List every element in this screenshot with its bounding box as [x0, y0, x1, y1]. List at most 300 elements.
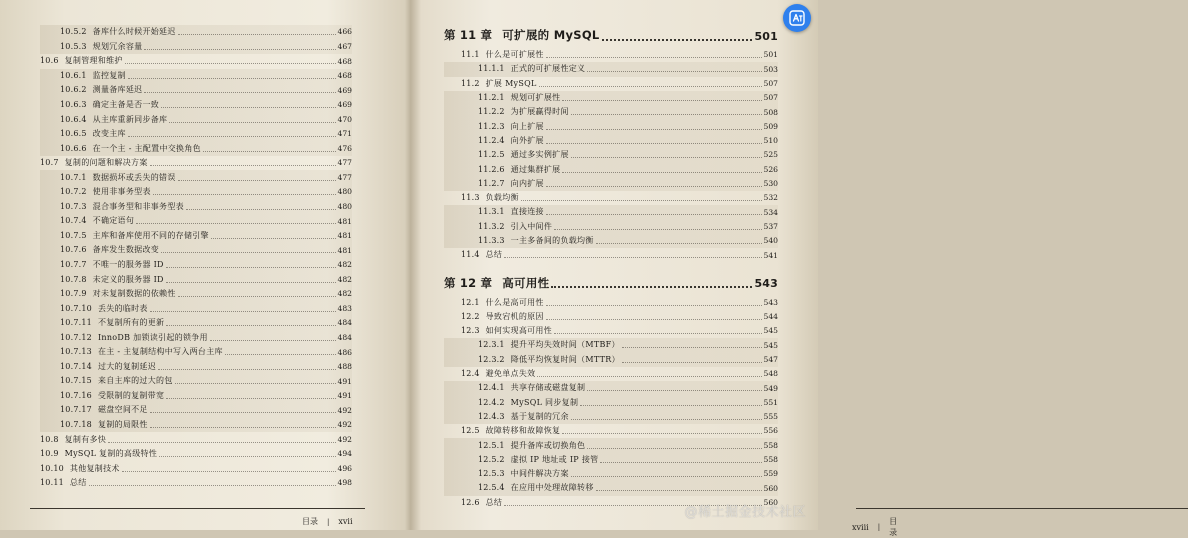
page-number: 558 — [763, 440, 778, 450]
page-number: 526 — [763, 164, 778, 174]
section-title: 总结 — [485, 497, 503, 507]
page-number: 492 — [337, 420, 352, 430]
toc-subsection — [40, 243, 352, 258]
dot-leader — [546, 185, 762, 187]
dot-leader — [144, 48, 335, 50]
dot-leader — [89, 484, 336, 486]
section-title: 其他复制技术 — [69, 463, 120, 473]
chapter-12-heading — [444, 271, 778, 295]
dot-leader — [144, 91, 335, 93]
toc-subsection — [444, 220, 778, 234]
dot-leader — [211, 237, 336, 239]
dot-leader — [587, 70, 761, 72]
dot-leader — [537, 375, 761, 377]
dot-leader — [186, 208, 336, 210]
dot-leader — [161, 106, 335, 108]
page-number: 560 — [763, 497, 778, 507]
section-number: 11.2.7 — [478, 178, 505, 188]
section-number: 12.3.2 — [478, 354, 505, 364]
section-number: 10.6 — [40, 56, 59, 66]
section-title: 规划冗余容量 — [92, 41, 143, 51]
section-title: 过大的复制延迟 — [97, 361, 157, 371]
section-title: 改变主库 — [92, 129, 126, 139]
section-title: MySQL 同步复制 — [510, 397, 579, 407]
dot-leader — [150, 411, 336, 413]
page-number: 496 — [337, 463, 352, 473]
toc-subsection — [444, 467, 778, 481]
left-page — [0, 0, 408, 530]
toc-subsection — [444, 62, 778, 76]
dot-leader — [562, 99, 761, 101]
toc-section — [444, 191, 778, 205]
section-title: 导致宕机的原因 — [485, 311, 544, 321]
dot-leader — [521, 199, 762, 201]
footer-separator: | — [327, 517, 330, 526]
section-number: 10.7.18 — [60, 420, 92, 430]
page-number: 501 — [763, 50, 778, 60]
section-number: 10.7.6 — [60, 245, 87, 255]
toc-subsection — [40, 389, 352, 404]
page-number: 468 — [337, 56, 352, 66]
toc-subsection — [40, 40, 352, 55]
dot-leader — [175, 382, 336, 384]
toc-subsection — [40, 185, 352, 200]
dot-leader — [571, 418, 762, 420]
section-number: 12.2 — [461, 311, 480, 321]
dot-leader — [554, 332, 761, 334]
page-number: 498 — [337, 478, 352, 488]
translate-button[interactable] — [783, 4, 811, 32]
section-title: 测量备库延迟 — [92, 85, 143, 95]
toc-section — [444, 77, 778, 91]
section-title: 虚拟 IP 地址或 IP 接管 — [510, 454, 599, 464]
dot-leader — [562, 432, 761, 434]
dot-leader — [225, 353, 336, 355]
toc-subsection — [40, 330, 352, 345]
dot-leader — [161, 251, 335, 253]
section-title: 什么是高可用性 — [485, 297, 544, 307]
dot-leader — [166, 266, 336, 268]
dot-leader — [166, 281, 336, 283]
section-title: 向内扩展 — [510, 178, 544, 188]
toc-subsection — [444, 353, 778, 367]
section-number: 11.3 — [461, 193, 480, 203]
section-number: 10.6.3 — [60, 100, 87, 109]
dot-leader — [546, 142, 762, 144]
right-page — [412, 0, 898, 537]
dot-leader — [602, 38, 753, 41]
page-number: 483 — [337, 303, 352, 313]
section-number: 10.7.1 — [60, 172, 87, 182]
section-title: 对未复制数据的依赖性 — [92, 289, 176, 299]
section-title: 丢失的临时表 — [97, 303, 148, 313]
chapter-11-heading — [444, 24, 778, 48]
page-number: 559 — [763, 469, 778, 479]
page-number: 543 — [763, 297, 778, 307]
footer-label: 目录 — [302, 517, 318, 526]
dot-leader — [562, 171, 761, 173]
toc-subsection — [444, 105, 778, 119]
page-number: 558 — [763, 455, 778, 465]
page-number: 468 — [337, 71, 352, 81]
page-number: 537 — [763, 221, 778, 231]
toc-subsection — [40, 170, 352, 185]
section-title: 正式的可扩展性定义 — [510, 64, 586, 74]
section-number: 10.7.10 — [60, 303, 92, 313]
page-number: 484 — [337, 318, 352, 328]
section-title: 通过集群扩展 — [510, 164, 561, 174]
dot-leader — [546, 318, 762, 320]
dot-leader — [108, 441, 335, 443]
page-number: 492 — [337, 434, 352, 444]
dot-leader — [178, 179, 336, 181]
section-number: 11.2.4 — [478, 135, 505, 145]
toc-subsection — [444, 177, 778, 191]
dot-leader — [169, 121, 335, 123]
dot-leader — [571, 156, 762, 158]
dot-leader — [128, 77, 336, 79]
toc-subsection — [444, 481, 778, 495]
section-title: 复制的问题和解决方案 — [64, 158, 148, 168]
section-number: 11.2 — [461, 78, 480, 88]
dot-leader — [125, 62, 336, 64]
footer-rule-left — [30, 508, 365, 509]
section-title: 不确定语句 — [92, 216, 135, 226]
dot-leader — [158, 368, 335, 370]
section-number: 12.3.1 — [478, 340, 505, 350]
section-number: 10.7.5 — [60, 230, 87, 240]
chapter-number: 第 12 章 — [444, 275, 493, 290]
page-number: 477 — [337, 158, 352, 168]
page-number: 488 — [337, 362, 352, 372]
toc-subsection — [40, 360, 352, 375]
page-number: 494 — [337, 449, 352, 459]
section-number: 12.5.4 — [478, 483, 505, 493]
dot-leader — [600, 461, 761, 463]
section-title: 故障转移和故障恢复 — [485, 426, 561, 436]
dot-leader — [203, 150, 336, 152]
section-title: InnoDB 加锁读引起的锁争用 — [97, 332, 208, 342]
toc-subsection — [444, 205, 778, 219]
dot-leader — [150, 310, 336, 312]
section-number: 10.7.3 — [60, 201, 87, 211]
toc-subsection — [40, 345, 352, 360]
toc-subsection — [444, 119, 778, 133]
toc-subsection — [444, 453, 778, 467]
page-number: 481 — [337, 245, 352, 255]
translate-icon — [789, 10, 805, 26]
section-number: 10.7.8 — [60, 274, 87, 284]
section-number: 12.4.3 — [478, 411, 505, 421]
section-number: 10.7.11 — [60, 318, 92, 328]
section-number: 12.4 — [461, 369, 480, 379]
section-number: 10.7.12 — [60, 332, 92, 342]
section-number: 10.7.16 — [60, 390, 92, 400]
section-number: 11.3.3 — [478, 236, 505, 245]
toc-subsection — [40, 112, 352, 127]
toc-subsection — [40, 316, 352, 331]
page-number: 534 — [763, 207, 778, 217]
toc-subsection — [40, 83, 352, 98]
section-title: 主库和备库使用不同的存储引擎 — [92, 230, 209, 240]
page-number: 477 — [337, 172, 352, 182]
toc-subsection — [40, 200, 352, 215]
page-number: 467 — [337, 42, 352, 52]
section-number: 10.6.4 — [60, 114, 87, 124]
section-title: 规划可扩展性 — [510, 93, 561, 103]
section-title: 为扩展赢得时间 — [510, 107, 569, 117]
toc-section — [40, 156, 352, 171]
page-number: 545 — [763, 326, 778, 336]
page-number: 525 — [763, 150, 778, 160]
chapter-spacer — [444, 262, 778, 271]
toc-subsection — [40, 98, 352, 113]
page-number: 508 — [763, 107, 778, 117]
section-number: 12.6 — [461, 497, 480, 507]
section-title: 什么是可扩展性 — [485, 50, 544, 60]
page-number: 530 — [763, 179, 778, 189]
section-title: 不唯一的服务器 ID — [92, 260, 164, 270]
page-number: 482 — [337, 260, 352, 270]
toc-subsection — [444, 91, 778, 105]
toc-subsection — [40, 127, 352, 142]
section-number: 12.5.3 — [478, 469, 505, 479]
page-number: 555 — [763, 412, 778, 422]
chapter-title: 高可用性 — [502, 275, 550, 290]
toc-section — [444, 295, 778, 309]
section-number: 12.4.1 — [478, 383, 505, 393]
section-number: 10.7.9 — [60, 289, 87, 299]
page-number: 544 — [763, 312, 778, 322]
toc-subsection — [40, 272, 352, 287]
section-title: 一主多备间的负载均衡 — [510, 236, 594, 245]
dot-leader — [580, 404, 761, 406]
section-number: 10.5.3 — [60, 41, 87, 51]
dot-leader — [136, 222, 335, 224]
section-number: 10.7.17 — [60, 405, 92, 415]
dot-leader — [596, 489, 762, 491]
footer-separator: | — [877, 523, 881, 531]
toc-subsection — [444, 134, 778, 148]
dot-leader — [178, 33, 336, 35]
section-title: 磁盘空间不足 — [97, 405, 148, 415]
section-title: 使用非事务型表 — [92, 187, 151, 197]
footer-page-number: xvii — [338, 517, 353, 526]
page-number: 480 — [337, 187, 352, 197]
section-title: 总结 — [69, 478, 87, 488]
page-number: 549 — [763, 383, 778, 393]
section-title: 复制管理和维护 — [64, 56, 123, 66]
section-title: 在应用中处理故障转移 — [510, 483, 594, 493]
toc-list-left — [40, 25, 352, 491]
page-number: 491 — [337, 391, 352, 401]
toc-subsection — [444, 396, 778, 410]
toc-subsection — [444, 338, 778, 352]
section-title: 降低平均恢复时间（MTTR） — [510, 354, 620, 364]
page-number: 471 — [337, 129, 352, 139]
toc-subsection — [40, 141, 352, 156]
toc-subsection — [40, 374, 352, 389]
section-number: 11.2.3 — [478, 121, 505, 131]
dot-leader — [122, 470, 336, 472]
toc-subsection — [40, 418, 352, 433]
section-title: 共享存储或磁盘复制 — [510, 383, 586, 393]
page-number: 551 — [763, 397, 778, 407]
dot-leader — [166, 324, 335, 326]
page-number: 482 — [337, 274, 352, 284]
chapter-number: 第 11 章 — [444, 28, 493, 43]
section-title: 提升备库或切换角色 — [510, 440, 586, 450]
section-title: 通过多实例扩展 — [510, 150, 569, 160]
page-number: 486 — [337, 347, 352, 357]
section-title: 监控复制 — [92, 70, 126, 80]
section-number: 10.10 — [40, 463, 64, 473]
section-title: 备库发生数据改变 — [92, 245, 160, 255]
page-number: 532 — [763, 193, 778, 203]
toc-section — [444, 48, 778, 62]
toc-section — [444, 248, 778, 262]
footer-rule-right — [856, 508, 1188, 509]
section-title: 引入中间件 — [510, 221, 553, 231]
section-title: 负载均衡 — [485, 193, 519, 203]
dot-leader — [159, 455, 335, 457]
toc-section — [444, 324, 778, 338]
section-title: 避免单点失效 — [485, 369, 536, 379]
dot-leader — [587, 389, 761, 391]
watermark: @稀土掘金技术社区 — [684, 505, 806, 520]
page-number: 503 — [763, 64, 778, 74]
section-title: 提升平均失效时间（MTBF） — [510, 340, 620, 350]
section-number: 11.2.5 — [478, 150, 505, 160]
section-number: 12.5.2 — [478, 454, 505, 464]
dot-leader — [166, 397, 335, 399]
page-number: 480 — [337, 202, 352, 212]
toc-subsection — [40, 214, 352, 229]
toc-section — [444, 424, 778, 438]
toc-subsection — [444, 234, 778, 248]
section-title: 不复制所有的更新 — [97, 318, 165, 328]
dot-leader — [551, 285, 752, 288]
section-number: 11.1 — [461, 50, 480, 60]
section-title: 复制的局限性 — [97, 420, 148, 430]
page-number: 507 — [763, 78, 778, 88]
section-number: 10.7.13 — [60, 347, 92, 357]
dot-leader — [210, 339, 336, 341]
page-number: 492 — [337, 405, 352, 415]
section-number: 12.3 — [461, 326, 480, 336]
section-title: 直接连接 — [510, 207, 544, 217]
section-number: 11.3.1 — [478, 207, 505, 217]
page-number: 491 — [337, 376, 352, 386]
toc-subsection — [40, 25, 352, 40]
dot-leader — [546, 128, 762, 130]
section-title: 未定义的服务器 ID — [92, 274, 164, 284]
toc-subsection — [444, 162, 778, 176]
section-number: 11.2.1 — [478, 93, 505, 103]
section-number: 10.6.6 — [60, 143, 87, 153]
section-number: 11.2.2 — [478, 107, 505, 117]
page-number: 509 — [763, 121, 778, 131]
section-title: 向外扩展 — [510, 135, 544, 145]
dot-leader — [546, 213, 762, 215]
toc-list-right — [444, 24, 778, 510]
section-number: 10.8 — [40, 434, 59, 444]
toc-section — [40, 54, 352, 69]
page-number: 481 — [337, 231, 352, 241]
page-number: 469 — [337, 100, 352, 110]
section-number: 10.6.2 — [60, 85, 87, 95]
section-number: 12.1 — [461, 297, 480, 307]
dot-leader — [571, 475, 762, 477]
section-number: 12.5.1 — [478, 440, 505, 450]
dot-leader — [546, 56, 762, 58]
section-title: 总结 — [485, 250, 503, 260]
section-title: 从主库重新同步备库 — [92, 114, 168, 124]
page-number: 507 — [763, 93, 778, 103]
toc-section — [444, 367, 778, 381]
page-number: 484 — [337, 332, 352, 342]
chapter-page-number: 501 — [754, 29, 778, 43]
section-number: 10.11 — [40, 478, 64, 488]
footer-left — [302, 516, 353, 527]
dot-leader — [571, 113, 762, 115]
section-number: 10.5.2 — [60, 27, 87, 37]
section-number: 11.4 — [461, 250, 480, 260]
toc-subsection — [40, 229, 352, 244]
page-number: 476 — [337, 143, 352, 153]
toc-subsection — [444, 381, 778, 395]
dot-leader — [539, 85, 762, 87]
section-title: 基于复制的冗余 — [510, 411, 569, 421]
page-number: 560 — [763, 483, 778, 493]
dot-leader — [546, 304, 762, 306]
section-number: 10.7 — [40, 158, 59, 168]
footer-right — [852, 516, 897, 538]
page-number: 545 — [763, 340, 778, 350]
dot-leader — [596, 242, 762, 244]
footer-label: 目录 — [889, 517, 898, 537]
toc-subsection — [444, 438, 778, 452]
toc-subsection — [40, 403, 352, 418]
chapter-title: 可扩展的 MySQL — [502, 28, 600, 43]
dot-leader — [554, 228, 761, 230]
section-title: 确定主备是否一致 — [92, 100, 160, 109]
dot-leader — [153, 193, 336, 195]
section-number: 10.6.1 — [60, 70, 87, 80]
section-number: 11.3.2 — [478, 221, 505, 231]
page-number: 547 — [763, 354, 778, 364]
section-title: 混合事务型和非事务型表 — [92, 201, 184, 211]
dot-leader — [622, 361, 762, 363]
section-title: 如何实现高可用性 — [485, 326, 553, 336]
dot-leader — [587, 447, 761, 449]
page-number: 548 — [763, 369, 778, 379]
toc-section — [40, 476, 352, 491]
toc-subsection — [40, 258, 352, 273]
section-title: 扩展 MySQL — [485, 78, 537, 88]
section-number: 10.7.2 — [60, 187, 87, 197]
footer-page-number: xviii — [852, 522, 869, 532]
section-title: 在主 - 主复制结构中写入两台主库 — [97, 347, 223, 357]
dot-leader — [150, 426, 336, 428]
section-title: 备库什么时候开始延迟 — [92, 27, 176, 37]
dot-leader — [150, 164, 336, 166]
section-title: 复制有多快 — [64, 434, 107, 444]
dot-leader — [504, 256, 761, 258]
toc-section — [444, 310, 778, 324]
page-number: 510 — [763, 136, 778, 146]
toc-subsection — [40, 301, 352, 316]
